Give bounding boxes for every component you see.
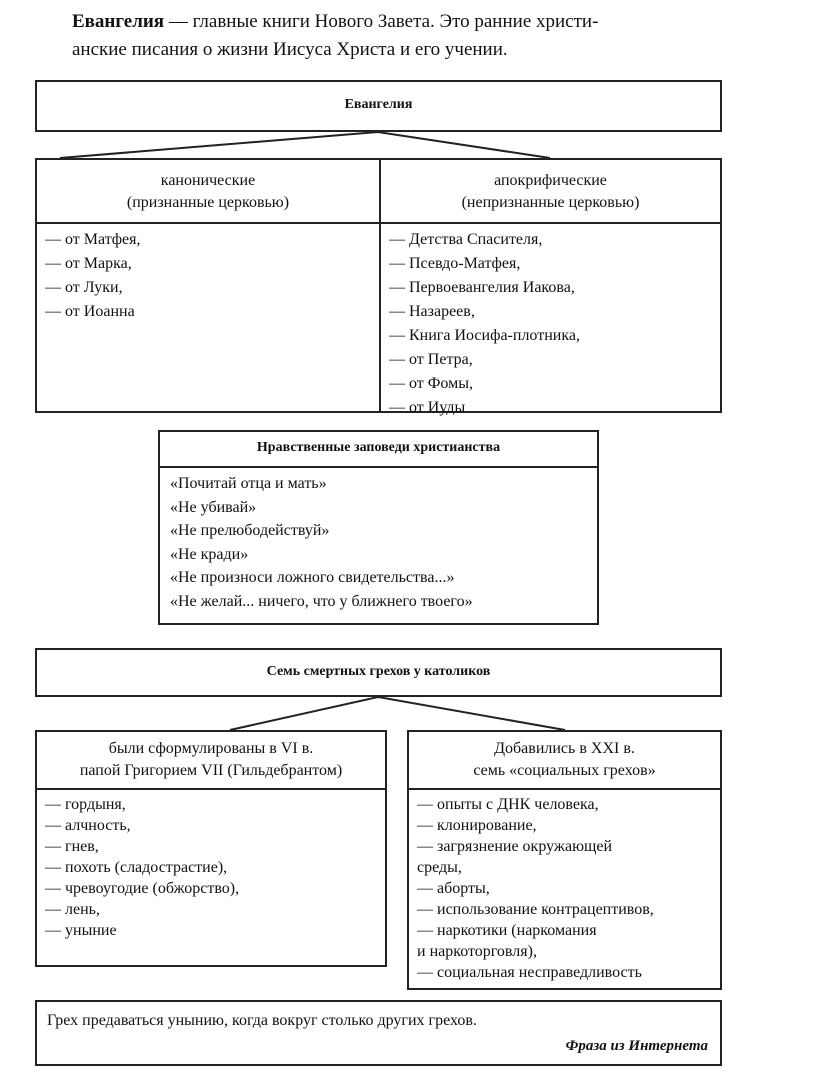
sins-left-line1: были сформулированы в VI в. xyxy=(108,740,314,757)
commandments-title: Нравственные заповеди христианства xyxy=(256,440,501,455)
quote-source: Фраза из Интернета xyxy=(565,1038,708,1054)
list-item: среды, xyxy=(417,859,462,876)
list-item: — лень, xyxy=(45,901,100,918)
apocryphal-subtitle: (непризнанные церковью) xyxy=(461,194,640,211)
list-item: — от Петра, xyxy=(389,351,473,368)
list-item: — от Марка, xyxy=(45,255,132,272)
list-item: «Не желай... ничего, что у ближнего твоего» xyxy=(170,592,473,610)
list-item: — аборты, xyxy=(417,880,490,897)
list-item: «Почитай отца и мать» xyxy=(170,475,327,492)
list-item: — алчность, xyxy=(45,817,131,834)
sins-title: Семь смертных грехов у католиков xyxy=(266,664,491,679)
intro-line1: главные книги Нового Завета. Это ранние христи- xyxy=(192,11,599,32)
list-item: — от Фомы, xyxy=(389,375,473,392)
gospels-header-divider xyxy=(37,222,720,224)
gospels-title-box xyxy=(35,80,722,132)
list-item: — гордыня, xyxy=(45,796,126,813)
list-item: — гнев, xyxy=(45,838,99,855)
sins-left-box xyxy=(35,730,387,967)
gospels-title: Евангелия xyxy=(344,97,413,112)
list-item: — наркотики (наркомания xyxy=(417,922,597,939)
list-item: — уныние xyxy=(45,922,117,939)
list-item: — похоть (сладострастие), xyxy=(45,859,228,876)
sins-right-divider xyxy=(409,788,720,790)
gospels-table xyxy=(35,158,722,416)
intro-line2: анские писания о жизни Иисуса Христа и его учении. xyxy=(72,39,508,60)
apocryphal-title: апокрифические xyxy=(494,172,607,189)
sins-right-line1: Добавились в XXI в. xyxy=(494,740,635,757)
canonical-list xyxy=(45,228,141,324)
commandments-divider xyxy=(160,466,597,468)
canonical-subtitle: (признанные церковью) xyxy=(126,194,290,211)
commandments-box xyxy=(158,430,599,625)
list-item: — опыты с ДНК человека, xyxy=(417,796,599,813)
intro-paragraph: Евангелия — главные книги Нового Завета. Это ранние христи- анские писания о жизни Иисуса Христа и его учении. xyxy=(72,8,772,64)
apocryphal-list xyxy=(389,228,580,420)
list-item: и наркоторговля), xyxy=(417,943,537,960)
list-item: — Детства Спасителя, xyxy=(389,231,543,248)
sins-left-list xyxy=(45,794,239,941)
sins-left-divider xyxy=(37,788,385,790)
quote-box xyxy=(35,1000,722,1066)
list-item: «Не прелюбодействуй» xyxy=(170,522,330,539)
sins-right-line2: семь «социальных грехов» xyxy=(473,762,656,779)
canonical-header xyxy=(37,170,379,214)
sins-right-list xyxy=(417,794,654,983)
commandments-list xyxy=(170,472,473,613)
list-item: — чревоугодие (обжорство), xyxy=(45,880,240,897)
sins-left-header xyxy=(37,738,385,782)
quote-text: Грех предаваться унынию, когда вокруг столько других грехов. xyxy=(47,1012,477,1029)
list-item: — клонирование, xyxy=(417,817,537,834)
sins-connector xyxy=(230,697,565,730)
list-item: — загрязнение окружающей xyxy=(417,838,612,855)
list-item: — Псевдо-Матфея, xyxy=(389,255,521,272)
list-item: — от Иоанна xyxy=(45,303,135,320)
list-item: — Книга Иосифа-плотника, xyxy=(389,327,580,344)
list-item: — использование контрацептивов, xyxy=(417,901,654,918)
list-item: — от Луки, xyxy=(45,279,123,296)
sins-left-line2: папой Григорием VII (Гильдебрантом) xyxy=(79,762,343,779)
sins-title-box xyxy=(35,648,722,697)
list-item: — от Матфея, xyxy=(45,231,141,248)
list-item: — социальная несправедливость xyxy=(417,964,642,981)
canonical-title: канонические xyxy=(160,172,256,189)
apocryphal-header xyxy=(381,170,720,214)
list-item: «Не убивай» xyxy=(170,498,257,516)
list-item: — от Иуды xyxy=(389,399,466,416)
sins-right-header xyxy=(409,738,720,782)
list-item: — Первоевангелия Иакова, xyxy=(389,279,575,296)
sins-right-box xyxy=(407,730,722,990)
list-item: «Не кради» xyxy=(170,545,249,563)
intro-term: Евангелия xyxy=(72,11,165,32)
list-item: «Не произноси ложного свидетельства...» xyxy=(170,569,455,586)
gospels-connector xyxy=(60,132,550,158)
list-item: — Назареев, xyxy=(389,303,475,320)
